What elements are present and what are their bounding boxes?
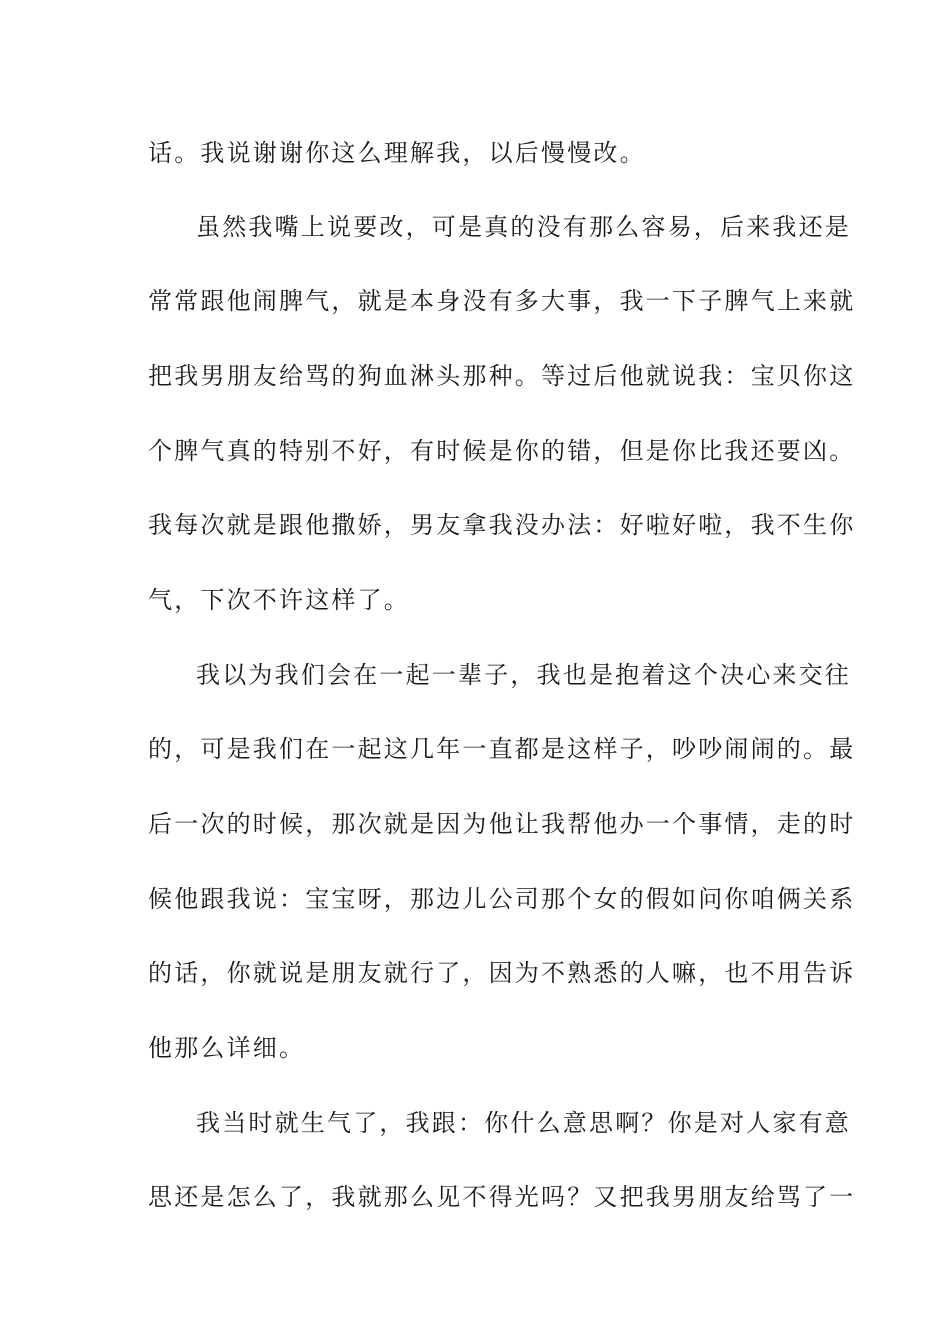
text-line: 他那么详细。 <box>148 1034 306 1062</box>
paragraph-start-line: 虽然我嘴上说要改，可是真的没有那么容易，后来我还是 <box>196 213 851 241</box>
text-line: 的，可是我们在一起这几年一直都是这样子，吵吵闹闹的。最 <box>148 735 856 763</box>
text-line: 话。我说谢谢你这么理解我，以后慢慢改。 <box>148 139 646 167</box>
text-line: 我每次就是跟他撒娇，男友拿我没办法：好啦好啦，我不生你 <box>148 511 856 539</box>
text-line: 气，下次不许这样了。 <box>148 586 410 614</box>
text-line: 把我男朋友给骂的狗血淋头那种。等过后他就说我：宝贝你这 <box>148 362 856 390</box>
text-line: 思还是怎么了，我就那么见不得光吗？又把我男朋友给骂了一 <box>148 1183 856 1211</box>
text-line: 个脾气真的特别不好，有时候是你的错，但是你比我还要凶。 <box>148 437 856 465</box>
paragraph-start-line: 我以为我们会在一起一辈子，我也是抱着这个决心来交往 <box>196 661 851 689</box>
text-line: 的话，你就说是朋友就行了，因为不熟悉的人嘛，也不用告诉 <box>148 959 856 987</box>
text-line: 后一次的时候，那次就是因为他让我帮他办一个事情，走的时 <box>148 810 856 838</box>
text-line: 候他跟我说：宝宝呀，那边儿公司那个女的假如问你咱俩关系 <box>148 885 856 913</box>
text-line: 常常跟他闹脾气，就是本身没有多大事，我一下子脾气上来就 <box>148 287 856 315</box>
paragraph-start-line: 我当时就生气了，我跟：你什么意思啊？你是对人家有意 <box>196 1109 851 1137</box>
